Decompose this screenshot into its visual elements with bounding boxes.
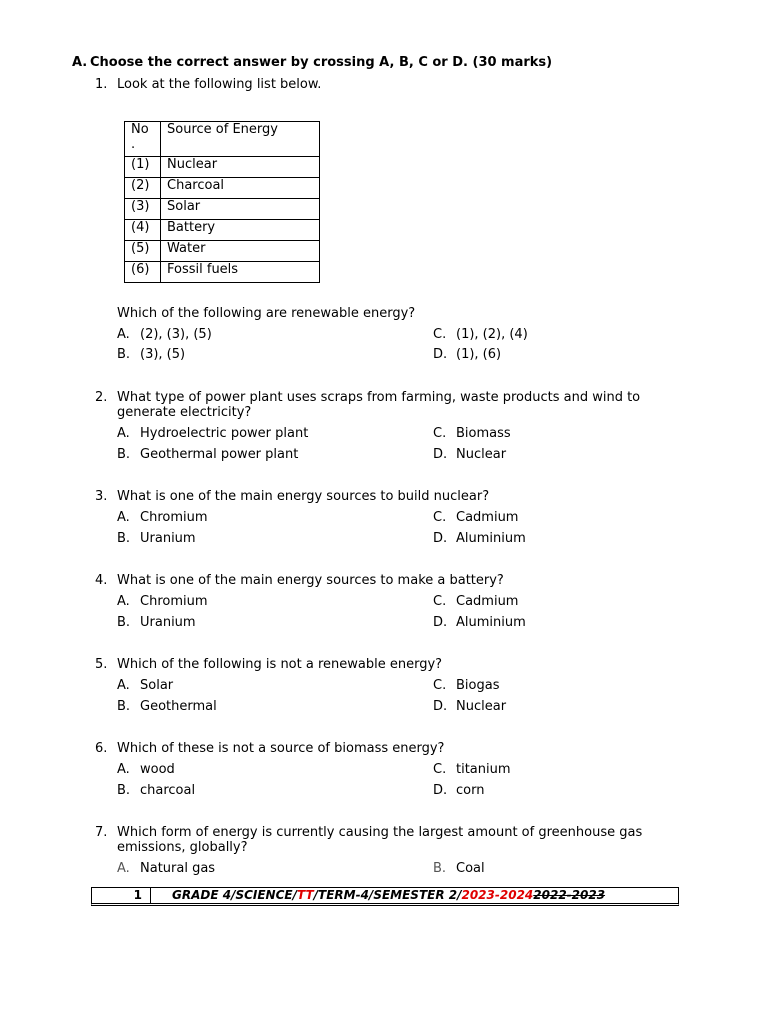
- table-row: [125, 241, 320, 262]
- table-header-no: No .: [125, 122, 161, 157]
- q5-number: 5.: [95, 657, 108, 672]
- table-row: [125, 178, 320, 199]
- q5-option-a[interactable]: A. Solar: [117, 678, 174, 693]
- q1-option-b[interactable]: B. (3), (5): [117, 347, 186, 362]
- q2-text: What type of power plant uses scraps from farming, waste products and wind to generate electricity?: [117, 390, 641, 420]
- section-heading: [72, 55, 552, 71]
- q5-text: Which of the following is not a renewable energy?: [117, 657, 443, 672]
- q4-option-a[interactable]: A. Chromium: [117, 594, 208, 609]
- q4-text: What is one of the main energy sources to make a battery?: [117, 573, 504, 588]
- table-cell-no: (3): [125, 199, 161, 220]
- q1-option-a[interactable]: A. (2), (3), (5): [117, 327, 212, 342]
- q7-number: 7.: [95, 825, 108, 840]
- table-header-source: Source of Energy: [161, 122, 320, 157]
- table-row: [125, 199, 320, 220]
- table-cell-source: Solar: [161, 199, 320, 220]
- q3-text: What is one of the main energy sources to build nuclear?: [117, 489, 490, 504]
- q2-option-a[interactable]: A. Hydroelectric power plant: [117, 426, 309, 441]
- q3-option-a[interactable]: A. Chromium: [117, 510, 208, 525]
- page-number: 1: [92, 888, 151, 903]
- q6-option-c[interactable]: C. titanium: [433, 762, 511, 777]
- page-footer: [91, 887, 679, 906]
- footer-tt: TT: [297, 888, 314, 902]
- q5-option-c[interactable]: C. Biogas: [433, 678, 500, 693]
- q4-option-c[interactable]: C. Cadmium: [433, 594, 519, 609]
- q4-option-b[interactable]: B. Uranium: [117, 615, 196, 630]
- q2-option-b[interactable]: B. Geothermal power plant: [117, 447, 299, 462]
- table-cell-source: Nuclear: [161, 157, 320, 178]
- q3-option-d[interactable]: D. Aluminium: [433, 531, 526, 546]
- q5-option-d[interactable]: D. Nuclear: [433, 699, 507, 714]
- table-header-row: [125, 122, 320, 157]
- q3-option-c[interactable]: C. Cadmium: [433, 510, 519, 525]
- q5-option-b[interactable]: B. Geothermal: [117, 699, 217, 714]
- section-title: Choose the correct answer by crossing A, B, C or D. (30 marks): [90, 55, 553, 70]
- table-row: [125, 157, 320, 178]
- table-cell-source: Battery: [161, 220, 320, 241]
- section-letter: A.: [72, 55, 88, 70]
- footer-year-old: 2022-2023: [533, 888, 606, 902]
- q2-number: 2.: [95, 390, 108, 405]
- q1-option-c[interactable]: C. (1), (2), (4): [433, 327, 528, 342]
- table-cell-source: Fossil fuels: [161, 262, 320, 283]
- q3-number: 3.: [95, 489, 108, 504]
- table-cell-no: (6): [125, 262, 161, 283]
- q6-option-b[interactable]: B. charcoal: [117, 783, 196, 798]
- q1-option-d[interactable]: D. (1), (6): [433, 347, 502, 362]
- table-row: [125, 262, 320, 283]
- q7-option-b[interactable]: B. Coal: [433, 861, 485, 876]
- footer-year-new: 2023-2024: [461, 888, 534, 902]
- q6-number: 6.: [95, 741, 108, 756]
- q3-option-b[interactable]: B. Uranium: [117, 531, 196, 546]
- q6-option-d[interactable]: D. corn: [433, 783, 485, 798]
- q6-text: Which of these is not a source of biomass energy?: [117, 741, 445, 756]
- table-cell-no: (1): [125, 157, 161, 178]
- q1-text: Look at the following list below.: [117, 77, 322, 92]
- q2-option-c[interactable]: C. Biomass: [433, 426, 511, 441]
- footer-text: GRADE 4/SCIENCE/TT/TERM-4/SEMESTER 2/2023-20242022-2023: [172, 888, 606, 902]
- table-cell-no: (5): [125, 241, 161, 262]
- q6-option-a[interactable]: A. wood: [117, 762, 175, 777]
- q1-number: 1.: [95, 77, 108, 92]
- q1-question: Which of the following are renewable energy?: [117, 306, 416, 321]
- table-cell-no: (4): [125, 220, 161, 241]
- q2-option-d[interactable]: D. Nuclear: [433, 447, 507, 462]
- table-cell-no: (2): [125, 178, 161, 199]
- energy-source-table: [124, 121, 320, 283]
- table-cell-source: Charcoal: [161, 178, 320, 199]
- q7-text: Which form of energy is currently causing the largest amount of greenhouse gas emissions, globally?: [117, 825, 643, 855]
- table-row: [125, 220, 320, 241]
- q4-option-d[interactable]: D. Aluminium: [433, 615, 526, 630]
- table-cell-source: Water: [161, 241, 320, 262]
- q4-number: 4.: [95, 573, 108, 588]
- q7-option-a[interactable]: A. Natural gas: [117, 861, 216, 876]
